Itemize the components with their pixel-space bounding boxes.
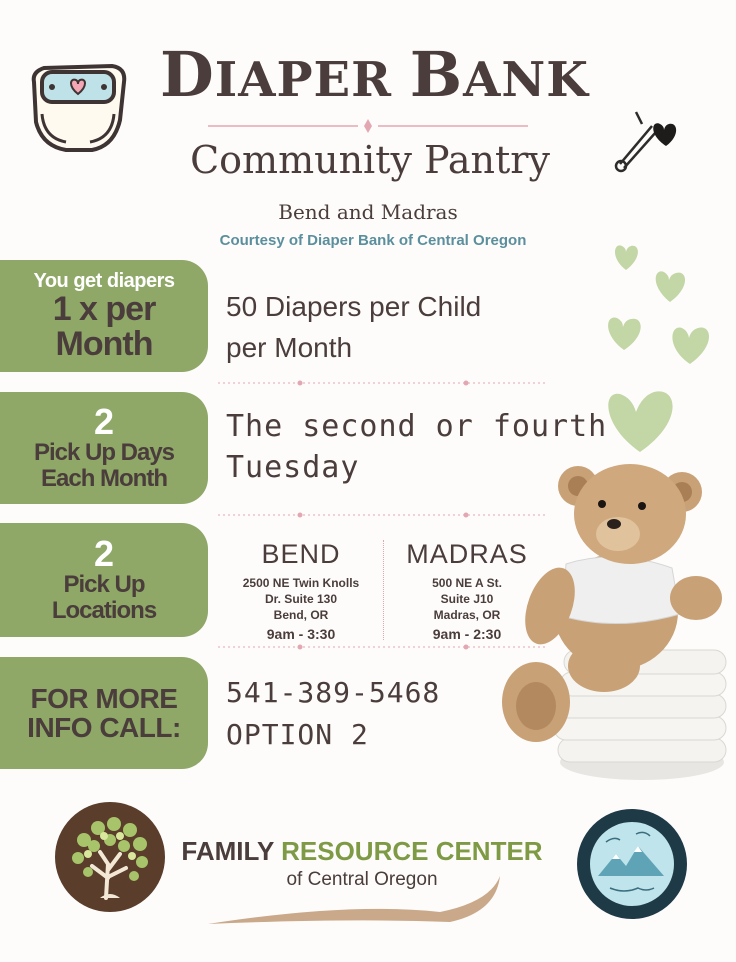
teddy-bear-icon — [496, 456, 736, 792]
location-bend — [220, 538, 382, 642]
location-address-line: Bend, OR — [273, 607, 329, 622]
heart-icon — [608, 391, 672, 452]
info-line: Tuesday — [226, 450, 360, 486]
location-address-line: Suite J10 — [440, 591, 494, 606]
heart-icon — [608, 317, 641, 350]
pickup-locations-tab — [0, 523, 208, 637]
phone-option: OPTION 2 — [226, 718, 369, 751]
bear-head — [558, 464, 702, 564]
frequency-tab — [0, 260, 208, 372]
org-name — [176, 836, 548, 867]
diaper-quantity-info — [226, 287, 481, 368]
frequency-tab-line: Month — [55, 324, 153, 363]
pickup-days-tab — [0, 392, 208, 504]
contact-tab-line: INFO CALL: — [27, 712, 181, 743]
title-divider — [208, 118, 528, 134]
pickup-days-tab-line: Pick Up Days — [33, 439, 175, 467]
courtesy-line: Courtesy of Diaper Bank of Central Oregon — [219, 232, 527, 249]
frequency-tab-line: You get diapers — [33, 269, 175, 292]
contact-info — [226, 672, 440, 756]
contact-tab-line: FOR MORE — [30, 682, 178, 714]
contact-tab — [0, 657, 208, 769]
logo-swoosh — [200, 872, 520, 932]
hearts-decoration — [596, 236, 724, 458]
location-address-line: 2500 NE Twin Knolls — [242, 576, 360, 591]
section-divider — [218, 378, 548, 388]
heart-icon — [615, 245, 638, 270]
location-address-line: Madras, OR — [433, 607, 501, 622]
location-address-line: 500 NE A St. — [432, 576, 502, 591]
location-hours: 9am - 2:30 — [432, 626, 502, 643]
page-title: DIAPER BANK — [160, 38, 589, 111]
location-hours: 9am - 3:30 — [266, 626, 336, 643]
org-name-word: FAMILY — [181, 836, 274, 866]
location-name: BEND — [261, 539, 341, 569]
service-area: Bend and Madras — [278, 200, 458, 224]
phone-number[interactable]: 541-389-5468 — [226, 676, 441, 709]
info-line: per Month — [226, 331, 353, 363]
pickup-locations-tab-line: Pick Up — [63, 571, 145, 599]
location-divider — [383, 540, 384, 640]
location-address-line: Dr. Suite 130 — [264, 591, 338, 606]
heart-icon — [672, 328, 709, 364]
heart-icon — [656, 271, 685, 302]
pickup-locations-count: 2 — [93, 533, 115, 575]
mountain-badge-icon — [576, 808, 688, 920]
location-name: MADRAS — [406, 539, 528, 569]
safety-pin-icon — [612, 108, 684, 174]
frequency-tab-line: 1 x per — [52, 289, 156, 328]
info-line: The second or fourth — [226, 409, 608, 444]
pickup-locations-tab-line: Locations — [51, 597, 157, 624]
page-subtitle: Community Pantry — [190, 138, 550, 182]
info-line: 50 Diapers per Child — [226, 291, 482, 322]
org-name-word: RESOURCE CENTER — [281, 836, 543, 866]
diaper-icon — [22, 50, 134, 160]
pickup-days-tab-line: Each Month — [41, 465, 167, 492]
pickup-days-count: 2 — [93, 401, 115, 443]
tree-logo-icon — [54, 800, 166, 914]
org-subtitle: of Central Oregon — [286, 869, 438, 890]
